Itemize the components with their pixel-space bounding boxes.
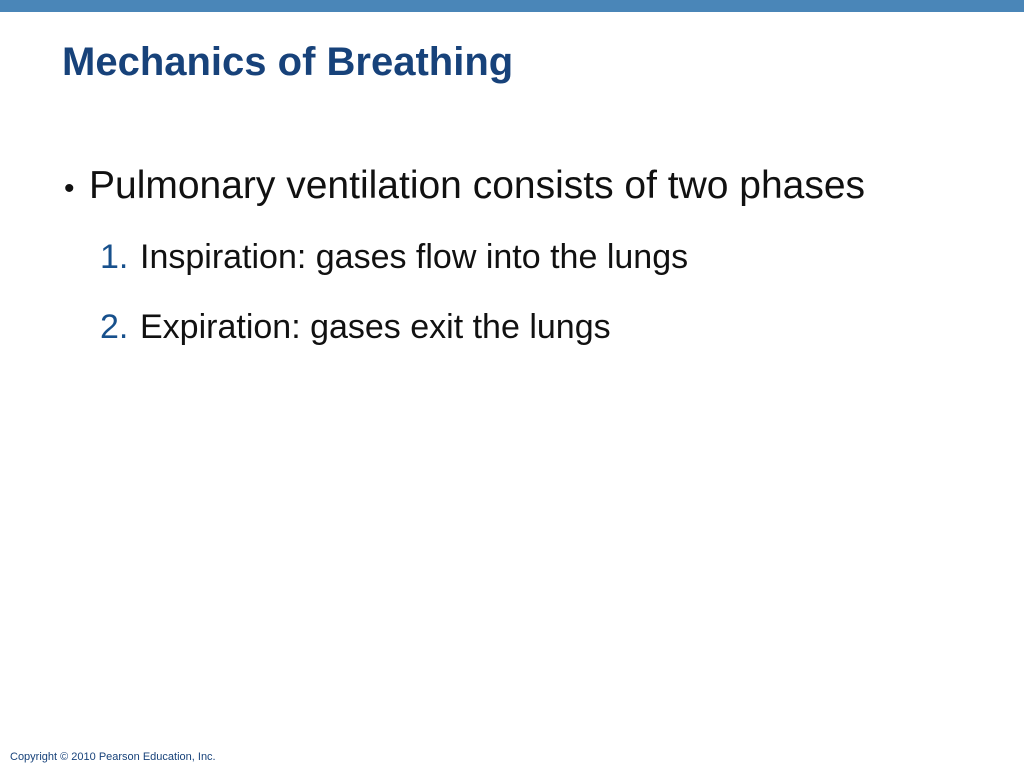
list-item-text: Inspiration: gases flow into the lungs: [140, 238, 689, 276]
main-bullet: [64, 160, 1004, 215]
list-item-expiration: [100, 305, 1004, 349]
list-number: 1.: [100, 238, 129, 276]
main-bullet-text: Pulmonary ventilation consists of two phases: [89, 164, 866, 207]
list-number: 2.: [100, 308, 129, 346]
list-item-inspiration: [100, 235, 1004, 279]
bullet-marker: •: [64, 172, 75, 205]
slide-title: Mechanics of Breathing: [62, 40, 514, 84]
copyright-footer: Copyright © 2010 Pearson Education, Inc.: [10, 751, 216, 763]
list-item-text: Expiration: gases exit the lungs: [140, 308, 611, 346]
slide-content: [64, 160, 1004, 375]
numbered-list: [64, 235, 1004, 349]
top-accent-bar: [0, 0, 1024, 12]
